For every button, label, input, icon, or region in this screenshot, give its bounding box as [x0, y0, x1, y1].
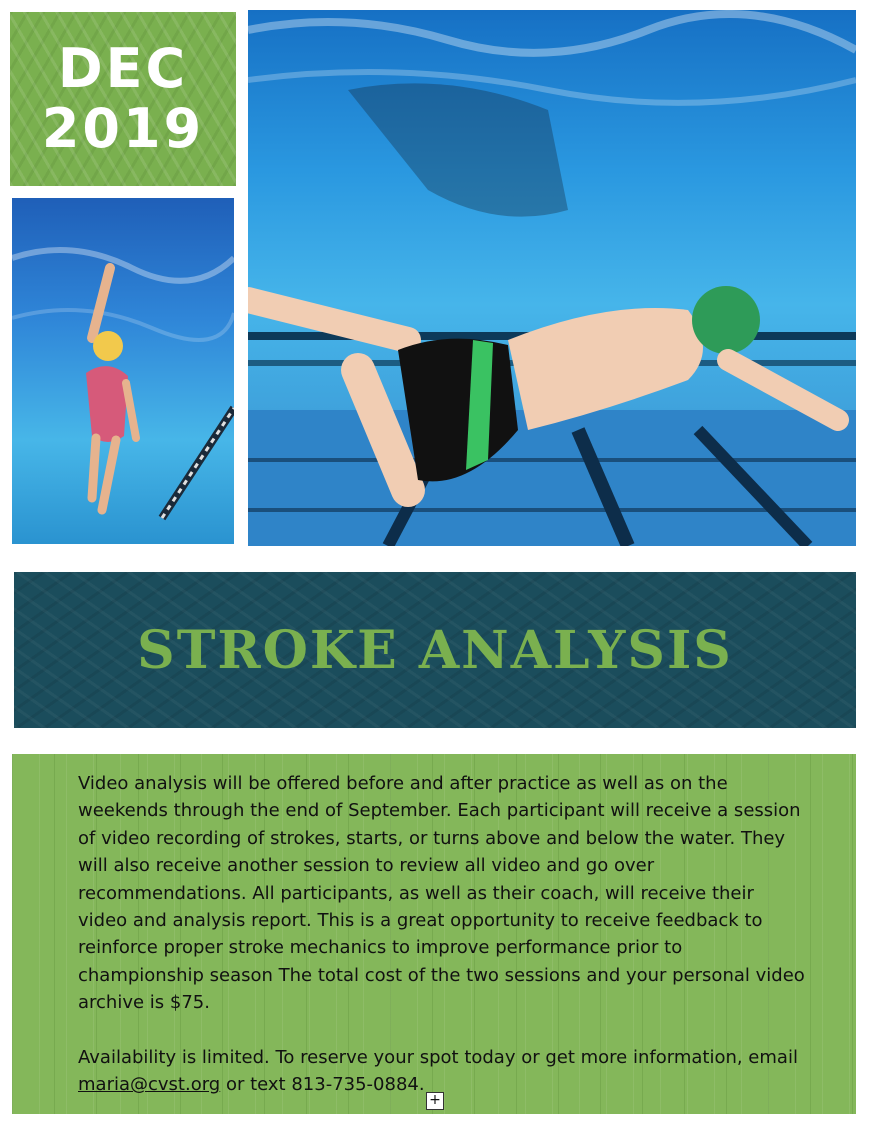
- description-paragraph: Video analysis will be offered before and after practice as well as on the weekends through the end of September. Each participant will receive a session of video recording of strokes, starts, or turns above and below the water. They will also receive another session to review all video and go over recommendations. All participants, as well as their coach, will receive their video and analysis report. This is a great opportunity to receive feedback to reinforce proper stroke mechanics to improve performance prior to championship season The total cost of the two sessions and your personal video archive is $75.: [78, 773, 805, 1014]
- email-link[interactable]: maria@cvst.org: [78, 1074, 221, 1096]
- date-month: DEC: [57, 36, 189, 100]
- availability-paragraph: [78, 1044, 808, 1099]
- availability-outro: or text 813-735-0884.: [220, 1074, 425, 1096]
- description-panel: [12, 754, 856, 1114]
- plus-icon[interactable]: +: [426, 1092, 444, 1110]
- date-badge: [10, 12, 236, 186]
- title-banner: [14, 572, 856, 728]
- page-title: STROKE ANALYSIS: [137, 619, 733, 681]
- photo-diving-swimmer: [248, 10, 856, 546]
- availability-intro: Availability is limited. To reserve your spot today or get more information, email: [78, 1047, 798, 1068]
- date-year: 2019: [41, 97, 205, 160]
- photo-child-swimmer: [12, 198, 234, 544]
